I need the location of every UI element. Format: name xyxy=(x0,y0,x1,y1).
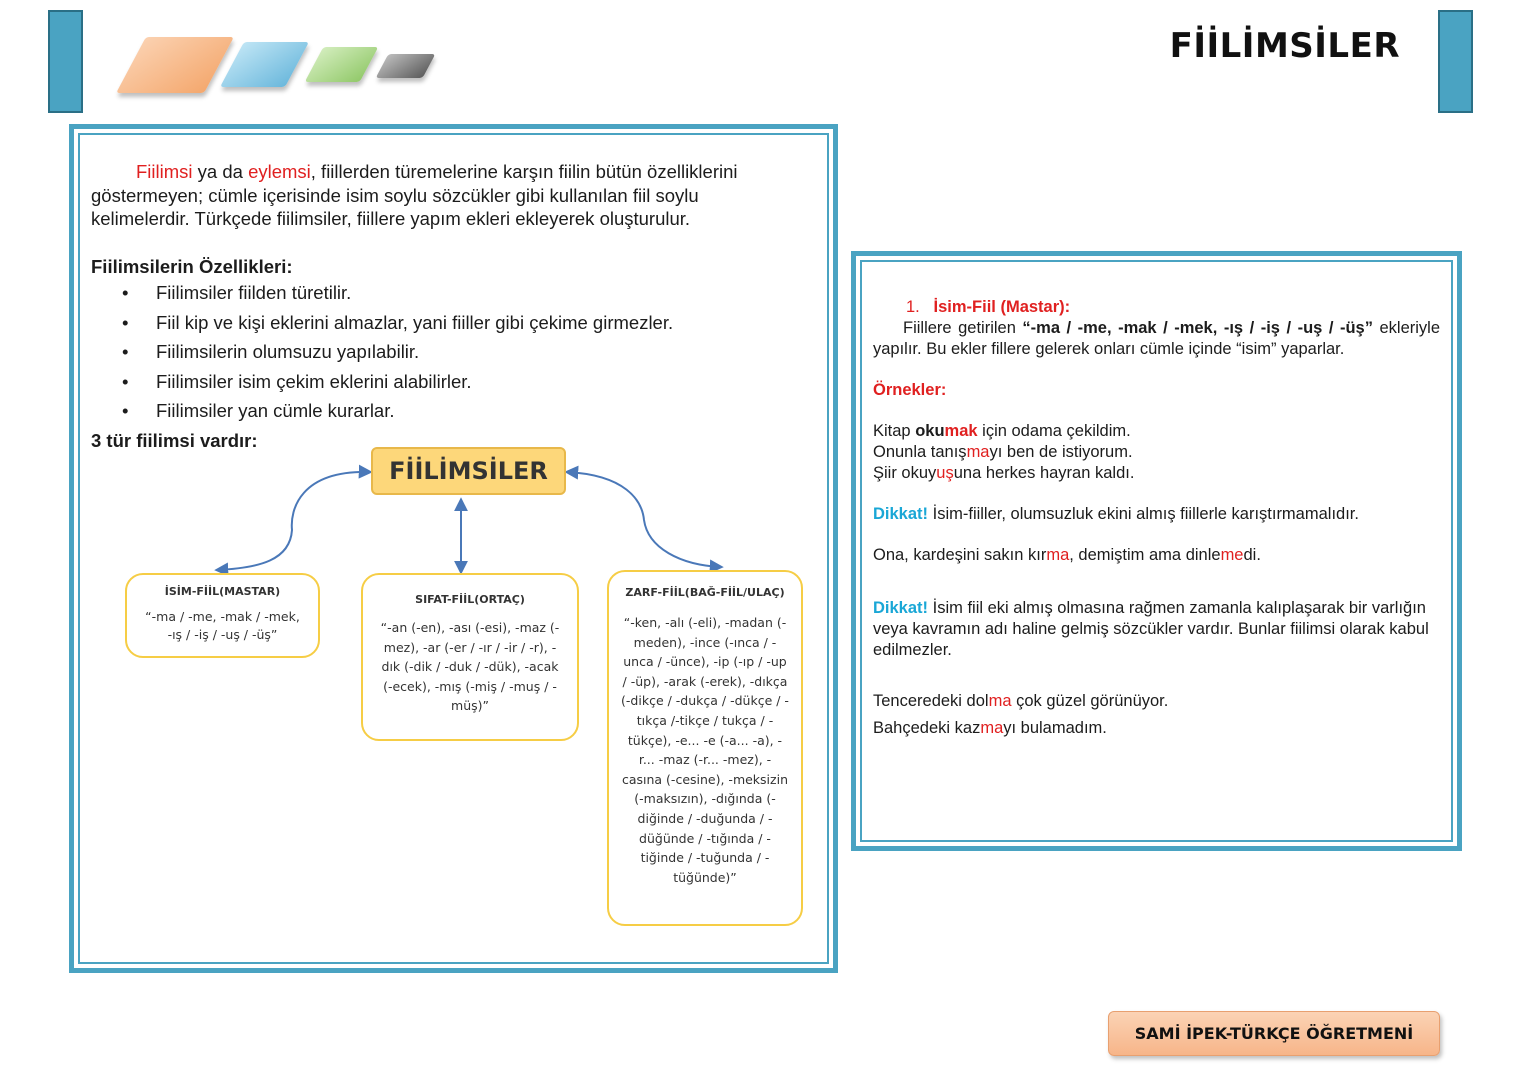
diagram-center-box: FİİLİMSİLER xyxy=(371,447,566,495)
gray-parallelogram xyxy=(376,54,436,78)
dikkat-note-2: Dikkat! İsim fiil eki almış olmasına rağmen zamanla kalıplaşarak bir varlığın veya kavramın adı haline gelmiş sözcükler vardır. Bunlar fiilimsi olarak kabul edilmezler. xyxy=(873,599,1429,659)
author-badge: SAMİ İPEK-TÜRKÇE ÖĞRETMENİ xyxy=(1108,1011,1440,1056)
left-accent-bar xyxy=(48,10,83,113)
mastar-description: Fiillere getirilen “-ma / -me, -mak / -mek, -ış / -iş / -uş / -üş” ekleriyle yapılır. Bu ekler fillere gelerek onları cümle içinde “isim” yaparlar. xyxy=(873,319,1441,358)
heading-text: İsim-Fiil (Mastar): xyxy=(933,298,1071,316)
list-item: • Fiilimsilerin olumsuzu yapılabilir. xyxy=(156,340,801,364)
isim-fiil-title: İSİM-FİİL(MASTAR) xyxy=(164,585,281,598)
zarf-fiil-box xyxy=(607,570,803,926)
sifat-fiil-title: SIFAT-FİİL(ORTAÇ) xyxy=(415,593,525,606)
isim-fiil-suffixes: “-ma / -me, -mak / -mek, -ış / -iş / -uş / -üş” xyxy=(145,609,300,642)
dikkat-label: Dikkat! xyxy=(873,599,929,617)
left-text-block xyxy=(91,160,801,452)
properties-title: Fiilimsilerin Özellikleri: xyxy=(91,255,293,277)
green-parallelogram xyxy=(305,47,379,82)
example-line: Tenceredeki dolma çok güzel görünüyor. xyxy=(873,692,1169,710)
example-line: Şiir okuyuşuna herkes hayran kaldı. xyxy=(873,464,1135,482)
zarf-fiil-title: ZARF-FİİL(BAĞ-FİİL/ULAÇ) xyxy=(625,586,785,599)
isim-fiil-box xyxy=(125,573,320,658)
types-title: 3 tür fiilimsi vardır: xyxy=(91,429,258,451)
zarf-fiil-suffixes: “-ken, -alı (-eli), -madan (-meden), -ince (-ınca / -unca / -ünce), -ip (-ıp / -up / -üp), -arak (-erek), -dıkça (-dikçe / -dukça / -dükçe / -tıkça /-tikçe / tukça / -tükçe), -e... -e (-a... -a), -r... -maz (-r... -mez), -casına (-cesine), -meksizin (-maksızın), -dığında (-diğinde / -duğunda / -düğünde / -tığında / -tiğinde / -tuğunda / -tüğünde)” xyxy=(621,615,789,885)
intro-paragraph: Fiilimsi ya da eylemsi, fiillerden türemelerine karşın fiilin bütün özelliklerini göstermeyen; cümle içerisinde isim soylu sözcükler gibi kullanılan fiil soylu kelimelerdir. Türkçede fiilimsiler, fiillere yapım ekleri ekleyerek oluşturulur. xyxy=(91,161,738,229)
list-item: • Fiil kip ve kişi eklerini almazlar, yani fiiller gibi çekime girmezler. xyxy=(156,311,801,335)
examples-title: Örnekler: xyxy=(873,381,947,399)
page-title: FİİLİMSİLER xyxy=(1169,26,1400,66)
right-text-block xyxy=(873,297,1440,739)
dikkat-note-1: Dikkat! İsim-fiiller, olumsuzluk ekini almış fiillerle karıştırmamalıdır. xyxy=(873,505,1359,523)
properties-list xyxy=(91,281,801,423)
sifat-fiil-box xyxy=(361,573,579,741)
example-line: Kitap okumak için odama çekildim. xyxy=(873,422,1131,440)
list-item: • Fiilimsiler yan cümle kurarlar. xyxy=(156,399,801,423)
mastar-suffixes: “-ma / -me, -mak / -mek, -ış / -iş / -uş / -üş” xyxy=(1022,319,1373,337)
right-accent-bar xyxy=(1438,10,1473,113)
heading-number: 1. xyxy=(906,298,920,316)
sifat-fiil-suffixes: “-an (-en), -ası (-esi), -maz (-mez), -ar (-er / -ır / -ir / -r), -dık (-dik / -duk / -dük), -acak (-ecek), -mış (-miş / -muş / -müş)” xyxy=(380,620,560,714)
blue-parallelogram xyxy=(220,42,309,87)
example-line: Onunla tanışmayı ben de istiyorum. xyxy=(873,443,1133,461)
example-line: Ona, kardeşini sakın kırma, demiştim ama dinlemedi. xyxy=(873,546,1261,564)
list-item: • Fiilimsiler fiilden türetilir. xyxy=(156,281,801,305)
example-line: Bahçedeki kazmayı bulamadım. xyxy=(873,719,1107,737)
section-heading xyxy=(873,297,1440,318)
list-item: • Fiilimsiler isim çekim eklerini alabilirler. xyxy=(156,370,801,394)
orange-parallelogram xyxy=(116,37,234,93)
term-fiilimsi: Fiilimsi xyxy=(136,161,193,182)
term-eylemsi: eylemsi xyxy=(248,161,311,182)
dikkat-label: Dikkat! xyxy=(873,505,929,523)
